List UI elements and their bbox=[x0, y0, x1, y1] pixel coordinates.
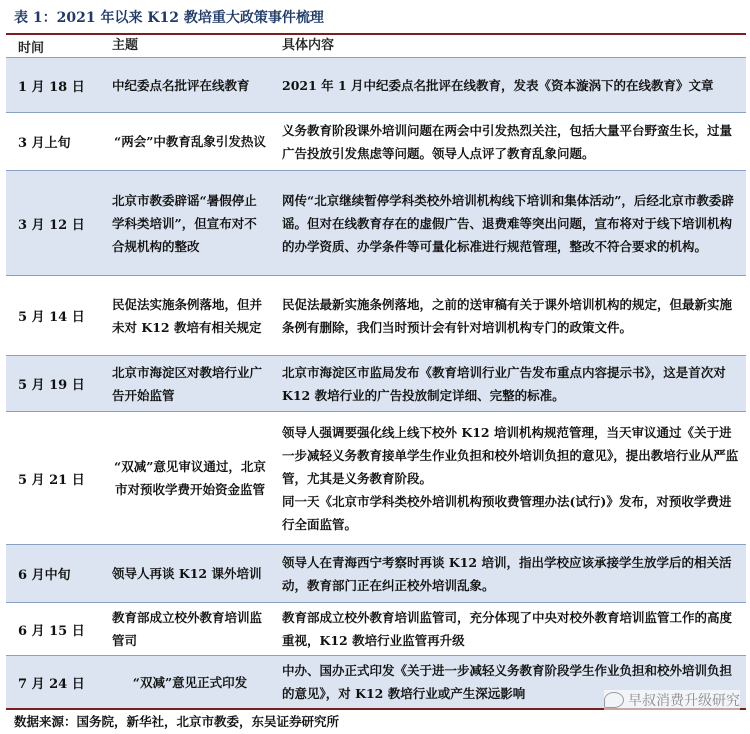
row-topic: 中纪委点名批评在线教育 bbox=[112, 77, 250, 93]
row-topic: “双减”意见审议通过，北京市对预收学费开始资金监管 bbox=[114, 459, 266, 497]
row-time: 3 月上旬 bbox=[18, 136, 71, 151]
row-content: 领导人在青海西宁考察时再谈 K12 培训，指出学校应该承接学生放学后的相关活动，教育部门正在纠正校外培训乱象。 bbox=[282, 554, 732, 593]
table-row bbox=[6, 544, 746, 602]
table-row bbox=[6, 170, 746, 275]
watermark bbox=[604, 690, 740, 710]
header-topic: 主题 bbox=[112, 38, 139, 53]
table-header bbox=[6, 35, 746, 57]
row-time: 3 月 12 日 bbox=[18, 217, 85, 233]
row-topic: 领导人再谈 K12 课外培训 bbox=[112, 566, 262, 581]
table-row bbox=[6, 275, 746, 355]
row-topic: 北京市海淀区对教培行业广告开始监管 bbox=[112, 364, 263, 403]
row-content: 义务教育阶段课外培训问题在两会中引发热烈关注，包括大量平台野蛮生长，过量广告投放引发焦虑等问题。领导人点评了教育乱象问题。 bbox=[282, 122, 733, 161]
row-content: 2021 年 1 月中纪委点名批评在线教育，发表《资本漩涡下的在线教育》文章 bbox=[282, 77, 714, 93]
row-time: 5 月 14 日 bbox=[18, 310, 85, 325]
table-row bbox=[6, 602, 746, 655]
row-content: 民促法最新实施条例落地，之前的送审稿有关于课外培训机构的规定，但最新实施条例有删除，我们当时预计会有针对培训机构专门的政策文件。 bbox=[282, 296, 733, 335]
policy-table bbox=[6, 33, 746, 710]
table-row bbox=[6, 112, 746, 170]
row-topic: “两会”中教育乱象引发热议 bbox=[114, 134, 266, 149]
row-content: 中办、国办正式印发《关于进一步减轻义务教育阶段学生作业负担和校外培训负担的意见》，对 K12 教培行业或产生深远影响 bbox=[282, 663, 733, 701]
data-source: 数据来源：国务院，新华社，北京市教委，东吴证券研究所 bbox=[14, 714, 340, 729]
row-time: 1 月 18 日 bbox=[18, 79, 85, 95]
watermark-text: 早叔消费升级研究 bbox=[628, 693, 740, 709]
row-content: 北京市海淀区市监局发布《教育培训行业广告发布重点内容提示书》，这是首次对 K12 教培行业的广告投放制定详细、完整的标准。 bbox=[282, 364, 726, 403]
row-content: 网传“北京继续暂停学科类校外培训机构线下培训和集体活动”，后经北京市教委辟谣。但对在线教育存在的虚假广告、退费难等突出问题，宣布将对于线下培训机构的办学资质、办学条件等可量化标准进行规范管理，整改不符合要求的机构。 bbox=[282, 192, 734, 254]
row-time: 6 月中旬 bbox=[18, 568, 71, 583]
row-time: 7 月 24 日 bbox=[18, 676, 85, 692]
table-row bbox=[6, 411, 746, 544]
row-content: 教育部成立校外教育培训监管司，充分体现了中央对校外教育培训监管工作的高度重视，K12 教培行业监管再升级 bbox=[282, 610, 733, 648]
row-time: 5 月 19 日 bbox=[18, 378, 85, 393]
row-time: 5 月 21 日 bbox=[18, 472, 85, 488]
row-content: 领导人强调要强化线上线下校外 K12 培训机构规范管理，当天审议通过《关于进一步减轻义务教育接单学生作业负担和校外培训负担的意见》，提出教培行业从严监管，尤其是义务教育阶段。 同一天《北京市学科类校外培训机构预收费管理办法(试行)》发布，对预收学费进行全面监管。 bbox=[282, 424, 739, 532]
row-time: 6 月 15 日 bbox=[18, 623, 85, 639]
row-topic: 北京市教委辟谣“暑假停止学科类培训”，但宣布对不合规机构的整改 bbox=[112, 192, 257, 254]
table-row bbox=[6, 57, 746, 112]
row-topic: 教育部成立校外教育培训监管司 bbox=[112, 610, 263, 648]
header-time: 时间 bbox=[18, 40, 45, 56]
wechat-icon bbox=[604, 692, 624, 708]
table-row bbox=[6, 355, 746, 411]
row-topic: “双减”意见正式印发 bbox=[132, 674, 248, 690]
row-topic: 民促法实施条例落地，但并未对 K12 教培有相关规定 bbox=[112, 296, 263, 335]
table-title: 表 1：2021 年以来 K12 教培重大政策事件梳理 bbox=[14, 10, 324, 26]
header-content: 具体内容 bbox=[282, 38, 335, 53]
